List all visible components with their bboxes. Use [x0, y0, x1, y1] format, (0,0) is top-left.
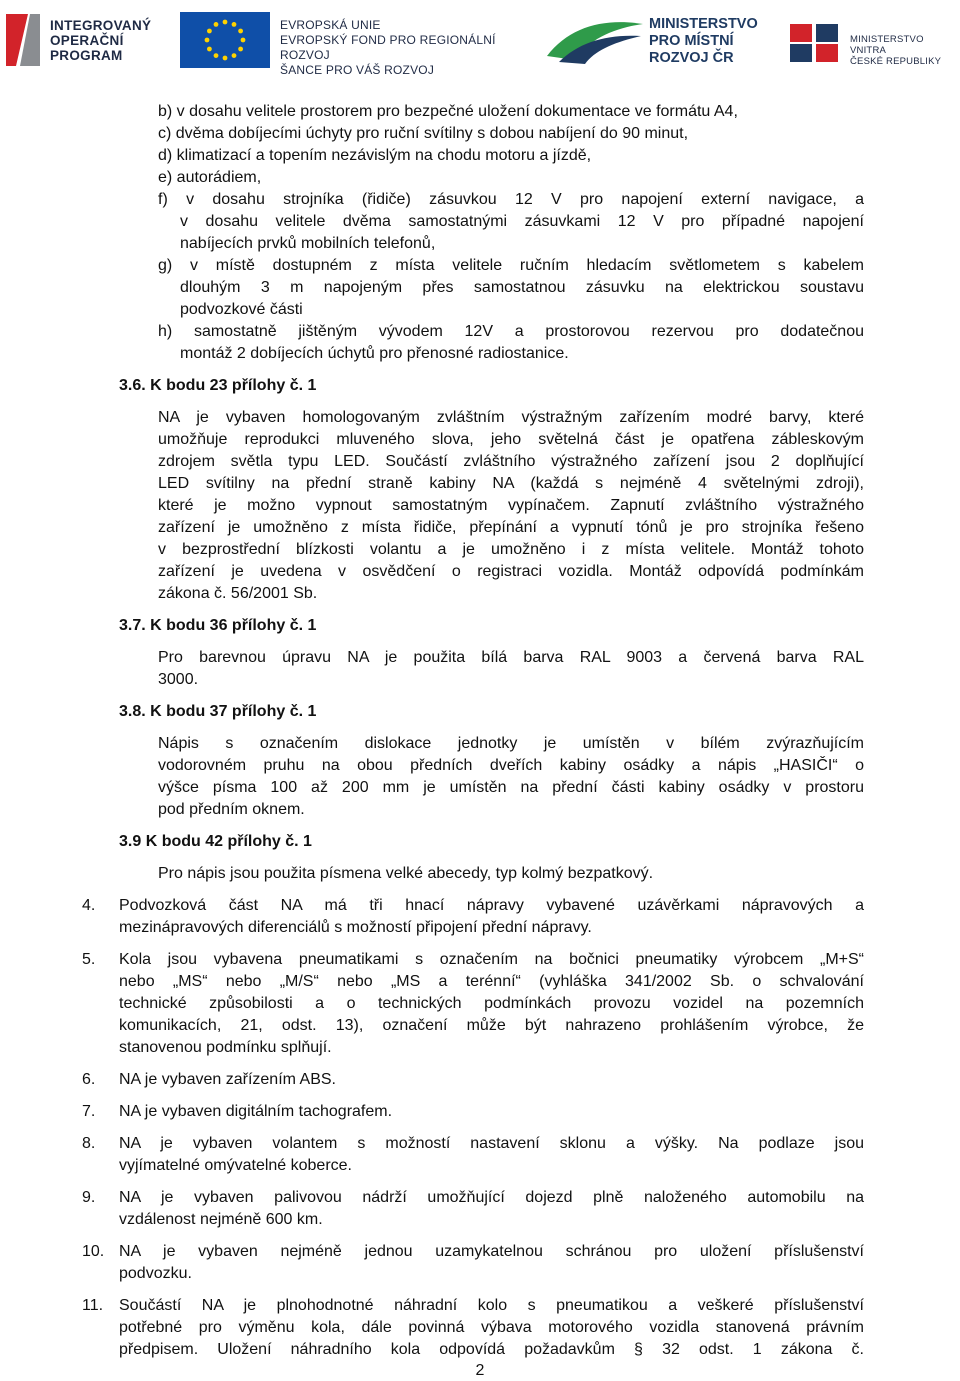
item-text: předpisem. Uložení náhradního kola odpovídá požadavkům § 32 odst. 1 zákona č. [119, 1341, 864, 1358]
list-item-h-cont: montáž 2 dobíjecích úchytů pro přenosné radiostanice. [180, 345, 569, 362]
list-item-g: g) v místě dostupném z místa velitele ručním hledacím světlometem s kabelem [158, 257, 864, 274]
item-text: potřebné pro výměnu kola, dále povinná výbava motorového vozidla stanovená právním [119, 1319, 864, 1336]
paragraph-line: LED svítilny na přední straně kabiny NA (každá s nejméně 4 světelnými zdroji), [158, 475, 864, 492]
section-heading-3-7: 3.7. K bodu 36 přílohy č. 1 [119, 617, 317, 634]
item-number-10: 10. [82, 1243, 105, 1260]
mv-emblem-icon [788, 20, 842, 64]
paragraph-line: Pro barevnou úpravu NA je použita bílá barva RAL 9003 a červená barva RAL [158, 649, 864, 666]
item-text: NA je vybaven volantem s možností nastavení sklonu a výšky. Na podlaze jsou [119, 1135, 864, 1152]
paragraph-line: pod předním oknem. [158, 801, 305, 818]
mmr-logo [545, 10, 775, 70]
mv-line-1: MINISTERSTVO VNITRA [850, 34, 924, 56]
list-item-f: f) v dosahu strojníka (řidiče) zásuvkou 12 V pro napojení externí navigace, a [158, 191, 864, 208]
paragraph-line: vodorovném pruhu na obou předních dveřích kabiny osádky a nápis „HASIČI“ o [158, 757, 864, 774]
item-text: nebo „MS“ nebo „M/S“ nebo „MS a terénní“ (vyhláška 341/2002 Sb. o schvalování [119, 973, 864, 990]
paragraph-line: které je možno vypnout samostatným vypínačem. Zapnutí zvláštního výstražného [158, 497, 864, 514]
item-number-11: 11. [82, 1297, 104, 1314]
iop-line-1: INTEGROVANÝ [50, 18, 152, 33]
item-number-8: 8. [82, 1135, 96, 1152]
paragraph-line: zařízení je uvedena v osvědčení o registraci vozidla. Montáž odpovídá podmínkám [158, 563, 864, 580]
paragraph-line: Pro nápis jsou použita písmena velké abecedy, typ kolmý bezpatkový. [158, 865, 654, 882]
eu-line-1: EVROPSKÁ UNIE [280, 18, 381, 32]
item-number-5: 5. [82, 951, 96, 968]
list-item-g-cont: podvozkové části [180, 301, 303, 318]
item-text: NA je vybaven nejméně jednou uzamykatelnou schránou pro uložení příslušenství [119, 1243, 864, 1260]
item-number-7: 7. [82, 1103, 96, 1120]
iop-line-3: PROGRAM [50, 48, 123, 63]
section-heading-3-9: 3.9 K bodu 42 přílohy č. 1 [119, 833, 312, 850]
list-item-f-cont: v dosahu velitele dvěma samostatnými zásuvkami 12 V pro případné napojení [180, 213, 864, 230]
list-item-d: d) klimatizací a topením nezávislým na chodu motoru a jízdě, [158, 147, 592, 164]
item-text: Podvozková část NA má tři hnací nápravy vybavené uzávěrkami nápravových a [119, 897, 864, 914]
page-header [0, 0, 960, 80]
list-item-c: c) dvěma dobíjecími úchyty pro ruční svítilny s dobou nabíjení do 90 minut, [158, 125, 689, 142]
item-text: technické způsobilosti a o technických podmínkách provozu vozidel na pozemních [119, 995, 864, 1012]
item-text: vyjímatelné omývatelné koberce. [119, 1157, 352, 1174]
list-item-g-cont: dlouhým 3 m napojeným přes samostatnou zásuvku na elektrickou soustavu [180, 279, 864, 296]
mmr-line-1: MINISTERSTVO [649, 16, 758, 32]
iop-logo [6, 10, 156, 70]
mmr-line-2: PRO MÍSTNÍ [649, 33, 734, 49]
list-item-h: h) samostatně jištěným vývodem 12V a prostorovou rezervou pro dodatečnou [158, 323, 864, 340]
item-number-4: 4. [82, 897, 96, 914]
item-text: Kola jsou vybavena pneumatikami s označením na bočnici pneumatiky výrobcem „M+S“ [119, 951, 864, 968]
item-text: Součástí NA je plnohodnotné náhradní kolo s pneumatikou a veškeré příslušenství [119, 1297, 864, 1314]
item-text: NA je vybaven zařízením ABS. [119, 1071, 336, 1088]
eu-line-3: ŠANCE PRO VÁŠ ROZVOJ [280, 63, 435, 77]
item-text: NA je vybaven palivovou nádrží umožňující dojezd plně naloženého automobilu na [119, 1189, 864, 1206]
mmr-line-3: ROZVOJ ČR [649, 50, 734, 66]
item-number-6: 6. [82, 1071, 96, 1088]
paragraph-line: NA je vybaven homologovaným zvláštním výstražným zařízením modré barvy, které [158, 409, 864, 426]
list-item-b: b) v dosahu velitele prostorem pro bezpečné uložení dokumentace ve formátu A4, [158, 103, 738, 120]
eu-logo [180, 10, 525, 77]
mv-logo [788, 10, 956, 70]
page-number: 2 [475, 1362, 485, 1379]
item-text: mezinápravových diferenciálů s možností připojení přední nápravy. [119, 919, 592, 936]
iop-mark-icon [6, 14, 40, 66]
paragraph-line: zdrojem světla typu LED. Součástí zvláštního výstražného zařízení jsou 2 doplňující [158, 453, 864, 470]
paragraph-line: 3000. [158, 671, 199, 688]
mmr-swoosh-icon [545, 16, 645, 66]
list-item-f-cont: nabíjecích prvků mobilních telefonů, [180, 235, 436, 252]
paragraph-line: zařízení je umožněno z místa řidiče, přepínání a vypnutí tónů je pro strojníka řešeno [158, 519, 864, 536]
paragraph-line: zákona č. 56/2001 Sb. [158, 585, 318, 602]
paragraph-line: umožňuje reprodukci mluveného slova, jeho světelná část je opatřena zábleskovým [158, 431, 864, 448]
eu-flag-icon [180, 12, 270, 68]
list-item-e: e) autorádiem, [158, 169, 262, 186]
paragraph-line: v bezprostřední blízkosti volantu a je umožněno i z místa velitele. Montáž tohoto [158, 541, 864, 558]
item-text: komunikacích, 21, odst. 13), označení může být nahrazeno prohlášením výrobce, že [119, 1017, 864, 1034]
section-heading-3-8: 3.8. K bodu 37 přílohy č. 1 [119, 703, 317, 720]
item-text: vzdálenost nejméně 600 km. [119, 1211, 323, 1228]
item-text: stanovenou podmínku splňují. [119, 1039, 332, 1056]
item-text: podvozku. [119, 1265, 192, 1282]
iop-line-2: OPERAČNÍ [50, 33, 124, 48]
paragraph-line: Nápis s označením dislokace jednotky je umístěn v bílém zvýrazňujícím [158, 735, 864, 752]
paragraph-line: výšce písma 100 až 200 mm je umístěn na přední části kabiny osádky v prostoru [158, 779, 864, 796]
item-number-9: 9. [82, 1189, 96, 1206]
section-heading-3-6: 3.6. K bodu 23 přílohy č. 1 [119, 377, 317, 394]
item-text: NA je vybaven digitálním tachografem. [119, 1103, 393, 1120]
eu-line-2: EVROPSKÝ FOND PRO REGIONÁLNÍ ROZVOJ [280, 33, 496, 62]
mv-line-2: ČESKÉ REPUBLIKY [850, 56, 942, 67]
